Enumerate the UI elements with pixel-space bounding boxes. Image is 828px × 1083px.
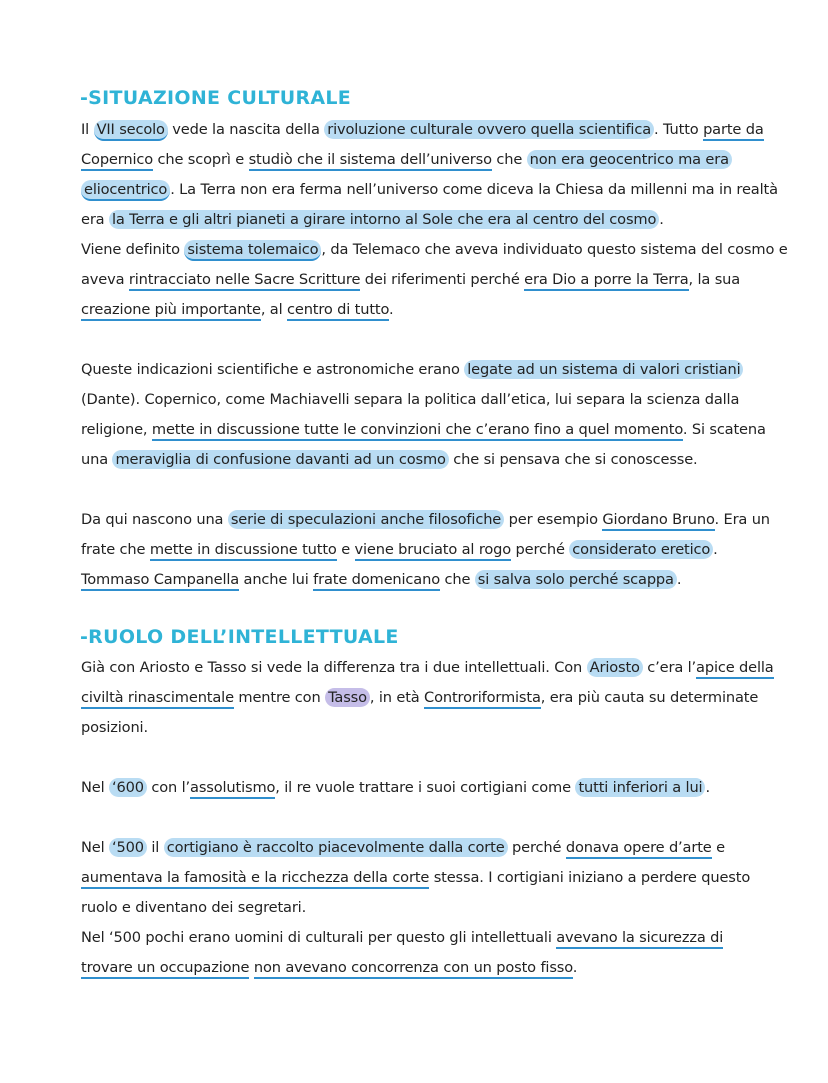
underline: assolutismo: [190, 779, 275, 799]
text-line: Nel ‘600 con l’assolutismo, il re vuole trattare i suoi cortigiani come tutti inferiori a lui .: [81, 776, 710, 800]
underline: era Dio a porre la Terra: [524, 271, 688, 291]
highlight: eliocentrico: [81, 180, 170, 201]
underline: centro di tutto: [287, 301, 389, 321]
underline: mette in discussione tutto: [150, 541, 337, 561]
text-line: religione, mette in discussione tutte le convinzioni che c’erano fino a quel momento. Si scatena: [81, 418, 766, 442]
underline: rintracciato nelle Sacre Scritture: [129, 271, 360, 291]
text-line: era la Terra e gli altri pianeti a girare intorno al Sole che era al centro del cosmo .: [81, 211, 664, 228]
underline: apice della: [696, 659, 774, 679]
highlight: serie di speculazioni anche filosofiche: [228, 510, 504, 529]
highlight: ‘500: [109, 838, 147, 857]
highlight: si salva solo perché scappa: [475, 570, 677, 589]
highlight: cortigiano è raccolto piacevolmente dalla corte: [164, 838, 508, 857]
underline: non avevano concorrenza con un posto fisso: [254, 959, 573, 979]
text-line: (Dante). Copernico, come Machiavelli separa la politica dall’etica, lui separa la scienza dalla: [81, 391, 740, 408]
text-line: Nel ‘500 pochi erano uomini di culturali per questo gli intellettuali avevano la sicurezza di: [81, 926, 723, 950]
underline: mette in discussione tutte le convinzioni che c’erano fino a quel momento: [152, 421, 683, 441]
highlight-purple: Tasso: [325, 688, 370, 707]
underline: frate domenicano: [313, 571, 440, 591]
highlight: Ariosto: [587, 658, 643, 677]
underline: creazione più importante: [81, 301, 261, 321]
text-line: ruolo e diventano dei segretari.: [81, 899, 307, 916]
text-line: civiltà rinascimentale mentre con Tasso , in età Controriformista, era più cauta su determinate: [81, 686, 758, 710]
underline: Controriformista: [424, 689, 541, 709]
text-line: Il VII secolo vede la nascita della rivoluzione culturale ovvero quella scientifica . Tutto parte da: [81, 118, 764, 142]
underline: civiltà rinascimentale: [81, 689, 234, 709]
highlight: sistema tolemaico: [184, 240, 321, 261]
underline: Giordano Bruno: [602, 511, 714, 531]
section-heading-cultural: -SITUAZIONE CULTURALE: [80, 87, 352, 109]
text-line: eliocentrico . La Terra non era ferma nell’universo come diceva la Chiesa da millenni ma in realtà: [81, 178, 778, 202]
underline: avevano la sicurezza di: [556, 929, 723, 949]
highlight: tutti inferiori a lui: [575, 778, 705, 797]
text-line: frate che mette in discussione tutto e viene bruciato al rogo perché considerato eretico .: [81, 538, 718, 562]
highlight: meraviglia di confusione davanti ad un cosmo: [112, 450, 448, 469]
highlight: rivoluzione culturale ovvero quella scientifica: [324, 120, 654, 139]
highlight: VII secolo: [94, 120, 168, 141]
text-line: creazione più importante, al centro di tutto.: [81, 298, 394, 322]
underline: Tommaso Campanella: [81, 571, 239, 591]
text-line: Tommaso Campanella anche lui frate domenicano che si salva solo perché scappa .: [81, 568, 681, 592]
highlight: la Terra e gli altri pianeti a girare intorno al Sole che era al centro del cosmo: [109, 210, 659, 229]
highlight: ‘600: [109, 778, 147, 797]
text-line: Nel ‘500 il cortigiano è raccolto piacevolmente dalla corte perché donava opere d’arte e: [81, 836, 725, 860]
highlight: legate ad un sistema di valori cristiani: [464, 360, 743, 379]
underline: trovare un occupazione: [81, 959, 249, 979]
text-line: Già con Ariosto e Tasso si vede la differenza tra i due intellettuali. Con Ariosto c’era l’apice della: [81, 656, 774, 680]
text-line: aveva rintracciato nelle Sacre Scritture dei riferimenti perché era Dio a porre la Terra, la sua: [81, 268, 740, 292]
text-line: una meraviglia di confusione davanti ad un cosmo che si pensava che si conoscesse.: [81, 451, 698, 468]
highlight: considerato eretico: [569, 540, 713, 559]
text-line: Copernico che scoprì e studiò che il sistema dell’universo che non era geocentrico ma era: [81, 148, 732, 172]
highlight: non era geocentrico ma era: [527, 150, 732, 169]
section-heading-role: -RUOLO DELL’INTELLETTUALE: [80, 626, 399, 648]
underline: aumentava la famosità e la ricchezza della corte: [81, 869, 429, 889]
text-line: Queste indicazioni scientifiche e astronomiche erano legate ad un sistema di valori cristiani: [81, 358, 743, 382]
underline: parte da: [703, 121, 764, 141]
text-line: Da qui nascono una serie di speculazioni anche filosofiche per esempio Giordano Bruno. Era un: [81, 508, 770, 532]
text-line: aumentava la famosità e la ricchezza della corte stessa. I cortigiani iniziano a perdere questo: [81, 866, 750, 890]
underline: donava opere d’arte: [566, 839, 712, 859]
underline: viene bruciato al rogo: [355, 541, 512, 561]
underline: studiò che il sistema dell’universo: [249, 151, 492, 171]
text-line: Viene definito sistema tolemaico , da Telemaco che aveva individuato questo sistema del cosmo e: [81, 238, 788, 262]
text-line: posizioni.: [81, 719, 148, 736]
text-line: trovare un occupazione non avevano concorrenza con un posto fisso.: [81, 956, 577, 980]
underline: Copernico: [81, 151, 153, 171]
